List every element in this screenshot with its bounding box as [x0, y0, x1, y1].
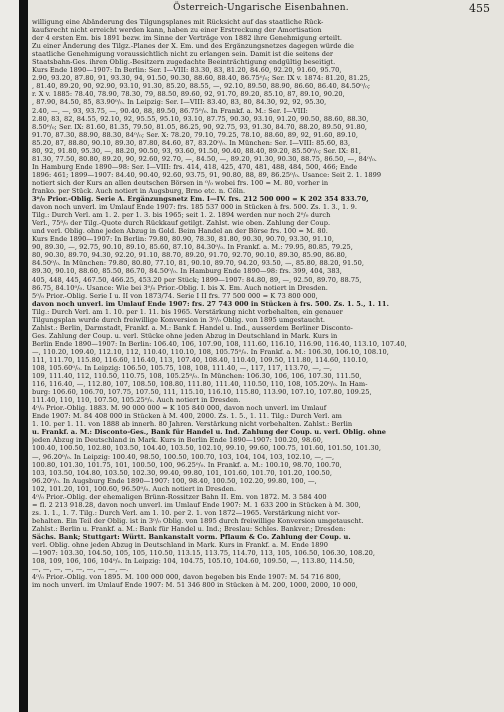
text-line: 89.30, 90.10, 88.60, 85.50, 86.70, 84.50⁰/₀. In Hamburg Ende 1890—98: frs. 399, 404, 383, — [32, 267, 342, 276]
text-line: zs. 1. 1., 1. 7. Tilg.: Durch Verl. am 1. 10. per 2. 1. von 1872—1965. Verstärkung nicht vor- — [32, 508, 340, 517]
text-line: 2.40, —, —, 93, 93.75, —, 90.40, 88, 89.50, 86.75⁰/₀. In Frankf. a. M.: Ser. I—VIII: — [32, 106, 308, 115]
page-number: 455 — [469, 2, 490, 15]
text-line: —, 96.20⁰/₀. In Leipzig: 100.40, 98.50, 100.50, 100.70, 103, 104, 104, 103, 102.10, —, —, — [32, 452, 335, 461]
text-line: Tilg.: Durch Verl. am 1. 2. per 1. 3. bis 1965; seit 1. 2. 1894 werden nur noch 2⁰/₀ durch — [32, 211, 331, 220]
section-heading-line: 3⁰/₀ Prior.-Oblig. Serie A. Ergänzungsnetz Em. I—IV. frs. 212 500 000 = K 202 354 833.70, — [32, 195, 369, 204]
text-line: 4⁰/₀ Prior.-Oblig. 1883. M. 90 000 000 = K 105 840 000, davon noch unverl. im Umlauf — [32, 404, 327, 413]
text-line: , 81.40, 89.20, 90, 92.90, 93.10, 91.30, 85.20, 88.55, —, 92.10, 89.50, 88.90, 86.60, 86.40, 84.50⁰/₀; — [32, 82, 371, 91]
text-line: 80, 92, 91.80, 95.30, —, 88.20, 90.50, 93, 93.60, 91.50, 90.40, 88.40, 89.20, 85.50⁰/₀; Ser. IX: 81, — [32, 146, 361, 155]
text-line: Berlin Ende 1890—1907: In Berlin: 106.40, 106, 107.90, 108, 111.60, 116.10, 116.90, 116.40, 113.10, 107.40, — [32, 339, 407, 348]
text-line: der 4 ersten Em. bis 1891 bezw. im Sinne der Verträge von 1882 ihre Genehmigung erteilt. — [32, 34, 343, 43]
text-line: , 87.90, 84.50, 85, 83.90⁰/₀. In Leipzig: Ser. I—VIII: 83.40, 83, 80, 84.30, 92, 92, 95.30, — [32, 98, 327, 107]
text-line: —1907: 103.30, 104.50, 105, 105, 110.50, 113.15, 113.75, 114.70, 113, 105, 106.50, 106.30, 108.20, — [32, 549, 375, 558]
text-line: = fl. 2 213 918.28, davon noch unverl. im Umlauf Ende 1907: M. 1 633 200 in Stücken à M. 300, — [32, 500, 361, 509]
text-line: davon noch unverl. im Umlauf Ende 1907: frs. 185 537 000 in Stücken à frs. 500. Zs. 1. 3., 1. 9. — [32, 203, 357, 212]
text-line: Ges. Zahlung der Coup. u. verl. Stücke ohne jeden Abzug in Deutschland in Mark. Kurs in — [32, 331, 338, 340]
text-line: 86.75, 84.10⁰/₀. Usance: Wie bei 3⁰/₀ Prior.-Oblig. I. bis X. Em. Auch notiert in Dresden. — [32, 283, 328, 292]
text-line: 111.40, 110, 110, 107.50, 105.25⁰/₀. Auch notiert in Dresden. — [32, 396, 241, 405]
page-binding-margin — [0, 0, 19, 712]
text-line: 4⁰/₀ Prior.-Oblig. der ehemaligen Brünn-Rossitzer Bahn II. Em. von 1872. M. 3 584 400 — [32, 492, 327, 501]
section-heading-line: Sächs. Bank; Stuttgart: Württ. Bankanstalt vorm. Pflaum & Co. Zahlung der Coup. u. — [32, 533, 351, 541]
text-line: 1. 10. per 1. 11. von 1888 ab innerh. 80 Jahren. Verstärkung nicht vorbehalten. Zahlst.: Berlin — [32, 420, 353, 429]
text-line: Zu einer Änderung des Tilgz.-Planes der X. Em. und des Ergänzungsnetzes dagegen würde die — [32, 42, 354, 51]
text-line: Zahlst.: Berlin, Darmstadt, Frankf. a. M.: Bank f. Handel u. Ind., ausserdem Berliner Disconto- — [32, 323, 353, 332]
text-line: Staatsbahn-Ges. ihren Oblig.-Besitzern zugedachte Beeinträchtigung endgültig beseitigt. — [32, 58, 336, 67]
text-line: 5⁰/₀ Prior.-Oblig. Serie I u. II von 1873/74. Serie I II frs. 77 500 000 = K 73 800 000, — [32, 291, 318, 300]
text-line: jeden Abzug in Deutschland in Mark. Kurs in Berlin Ende 1890—1907: 100.20, 98.60, — [32, 436, 323, 445]
text-line: notiert sich der Kurs an allen deutschen Börsen in ⁰/₀ wobei frs. 100 = M. 80, vorher in — [32, 178, 329, 187]
text-line: 116, 116.40, —, 112.80, 107, 108.50, 108.80, 111.80, 111.40, 110.50, 110, 108, 105.20⁰/₀. In Ham- — [32, 380, 368, 389]
text-line: burg: 106.60, 106.70, 107.75, 107.50, 111, 115.10, 116.10, 115.80, 113.90, 107.10, 107.80, 109.25, — [32, 388, 372, 397]
text-line: Tilg.: Durch Verl. am 1. 10. per 1. 11. bis 1965. Verstärkung nicht vorbehalten, ein genauer — [32, 307, 343, 316]
text-line: behalten. Ein Teil der Oblig. ist in 3⁰/₀ Oblig. von 1895 durch freiwillige Konversion umgetauscht. — [32, 516, 364, 525]
text-line: 108, 109, 106, 106, 104⁰/₀. In Leipzig: 104, 104.75, 105.10, 104.60, 109.50, —, 113.80, 114.50, — [32, 557, 355, 566]
section-heading-line: u. Frankf. a. M.: Disconto-Ges., Bank für Handel u. Ind. Zahlung der Coup. u. verl. Oblig. ohne — [32, 428, 387, 437]
text-line: 103, 103.50, 104.80, 103.50, 102.30, 99.40, 99.80, 101, 101.60, 101.70, 101.20, 100.50, — [32, 468, 333, 477]
text-line: 2.90, 93.20, 87.80, 91, 93.30, 94, 91.50, 90.30, 88.60, 88.40, 86.75⁰/₀; Ser. IX v. 1874: 81.20, 81.25, — [32, 74, 371, 83]
text-line: 80, 90.30, 89.70, 94.30, 92.20, 91.10, 88.70, 89.20, 91.70, 92.70, 90.10, 89.30, 85.90, 86.80, — [32, 251, 348, 260]
text-line: 91.70, 87.30, 88.90, 88.30, 84⁰/₀; Ser. X: 78.20, 79.10, 79.25, 78.10, 88.60, 89, 92, 91.60, 89.10, — [32, 130, 359, 139]
text-line: 108, 105.60⁰/₀. In Leipzig: 106.50, 105.75, 108, 108, 111.40, —, 117, 117, 113.70, —, —, — [32, 364, 333, 373]
text-line: kaufsrecht nicht erreicht werden kann, haben zu einer Erstreckung der Amortisation — [32, 26, 322, 35]
text-line: 100.80, 101.30, 101.75, 101, 100.50, 100, 96.25⁰/₀. In Frankf. a. M.: 100.10, 98.70, 100.70, — [32, 460, 342, 469]
text-line: —, 110.20, 109.40, 112.10, 112, 110.40, 110.10, 108, 105.75⁰/₀. In Frankf. a. M.: 106.30, 106.10, 108.10, — [32, 347, 389, 356]
text-line: staatliche Genehmigung voraussichtlich nicht zu erlangen sein. Damit ist die seitens der — [32, 50, 334, 59]
text-line: 109, 111.40, 112, 110.50, 110.75, 108, 105.25⁰/₀. In München: 106.30, 106, 106, 107.30, 111.50, — [32, 372, 362, 381]
text-line: Kurs Ende 1890—1907: In Berlin: Ser. I—VIII: 83.30, 83, 81.20, 84.60, 92.20, 91.60, 95.70, — [32, 66, 342, 75]
text-line: 96.20⁰/₀. In Augsburg Ende 1890—1907: 100, 98.40, 100.50, 102.20, 99.80, 100, —, — [32, 476, 317, 485]
text-line: r. X v. 1885: 78.40, 78.90, 78.30, 79, 88.50, 89.60, 92, 91.70, 89.20, 85.10, 87, 89.10, 90.20, — [32, 90, 345, 99]
text-line: und verl. Oblig. ohne jeden Abzug in Gold. Beim Handel an der Börse frs. 100 = M. 80. — [32, 227, 328, 236]
text-line: 2.80, 83, 82, 84.55, 92.10, 92, 95.55, 95.10, 93.10, 87.75, 90.30, 93.10, 91.20, 90.50, 88.60, 88.30, — [32, 114, 369, 123]
text-line: Kurs Ende 1890—1907: In Berlin: 79.80, 80.90, 78.30, 81.80, 90.30, 90.70, 93.30, 91.10, — [32, 235, 334, 244]
text-line: Ende 1907: M. 84 408 000 in Stücken à M. 400, 2000. Zs. 1. 5., 1. 11. Tilg.: Durch Verl. am — [32, 412, 342, 421]
text-line: Verl., 75⁰/₀ der Tilg.-Quote durch Rückkauf getilgt. Zahlst. wie oben. Zahlung der Coup. — [32, 219, 331, 228]
document-body — [32, 18, 492, 710]
text-line: franko. per Stück. Auch notiert in Augsburg, Brno etc. n. Cöln. — [32, 186, 246, 195]
text-line: 100.40, 100.50, 102.80, 103.50, 104.40, 103.50, 102.10, 99.10, 99.60, 100.75, 101.60, 101.50, 101.30, — [32, 444, 381, 453]
text-line: 84.50⁰/₀. In München: 79.80, 80.80, 77.10, 81, 90.10, 89.70, 94.20, 93.50, —, 85.80, 88.20, 91.50, — [32, 259, 365, 268]
text-line: 111, 111.70, 115.80, 116.60, 116.40, 113, 107.40, 108.40, 110.40, 109.50, 111.80, 114.60, 110.10, — [32, 355, 369, 364]
text-line: verl. Oblig. ohne jeden Abzug in Deutschland in Mark. Kurs in Frankf. a. M. Ende 1890 — [32, 541, 328, 550]
text-line: 85.20, 87, 88.80, 90.10, 89.30, 87.80, 84.60, 87, 83.20⁰/₀. In München: Ser. I—VIII: 85.60, 83, — [32, 138, 351, 147]
text-line: 102, 101.20, 101, 100.60, 96.50⁰/₀. Auch notiert in Dresden. — [32, 484, 237, 493]
page-header — [32, 3, 490, 17]
running-head: Österreich-Ungarische Eisenbahnen. — [173, 3, 349, 13]
text-line: —, —, —, —, —, —, —, —, —. — [32, 565, 129, 574]
text-line: 1896: 461; 1899—1907: 84.40, 90.40, 92.60, 93.75, 91, 90.80, 88, 89, 86.25⁰/₀. Usance: Seit 2. 1. 1899 — [32, 170, 382, 179]
text-line: 405, 448, 445, 467.50, 466.25, 453.20 per Stück; 1899—1907: 84.80, 89, —, 92.50, 89.70, 88.75, — [32, 275, 362, 284]
text-line: im noch unverl. im Umlauf Ende 1907: M. 51 346 800 in Stücken à M. 200, 1000, 2000, 10 000, — [32, 581, 358, 590]
text-line: 90, 89.30, —, 92.75, 90.10, 89.10, 85.60, 87.10, 84.30⁰/₀. In Frankf. a. M.: 79.95, 80.85, 79.25, — [32, 243, 353, 252]
text-line: 8.50⁰/₀; Ser. IX: 81.60, 81.35, 79.50, 81.05, 86.25, 90, 92.75, 93, 91.30, 84.70, 88.20, 89.50, 91.80, — [32, 122, 368, 131]
section-heading-line: davon noch unverl. im Umlauf Ende 1907: frs. 27 743 000 in Stücken à frs. 500. Zs. 1. 5., 1. 11. — [32, 299, 389, 308]
black-binding-edge — [19, 0, 28, 712]
text-line: 81.30, 77.50, 80.80, 89.20, 90, 92.60, 92.70, —, 84.50, —, 89.20, 91.30, 90.30, 88.75, 86.50, —, 84⁰/₀. — [32, 154, 377, 163]
text-line: willigung eine Abänderung des Tilgungsplanes mit Rücksicht auf das staatliche Rück- — [32, 18, 324, 26]
text-line: Tilgungsplan wurde durch freiwillige Konversion in 3⁰/₀ Oblig. von 1895 umgestaucht. — [32, 315, 326, 324]
text-line: 4⁰/₀ Prior.-Oblig. von 1895. M. 100 000 000, davon begeben bis Ende 1907: M. 54 716 800, — [32, 573, 341, 582]
text-line: Zahlst.: Berlin u. Frankf. a. M.: Bank für Handel u. Ind.; Breslau: Schles. Bankver.; Dresden: — [32, 524, 346, 533]
text-line: In Hamburg Ende 1890—98: Ser. I—VIII: frs. 414, 418, 425, 470, 481, 488, 484, 500, 466; Ende — [32, 162, 358, 171]
